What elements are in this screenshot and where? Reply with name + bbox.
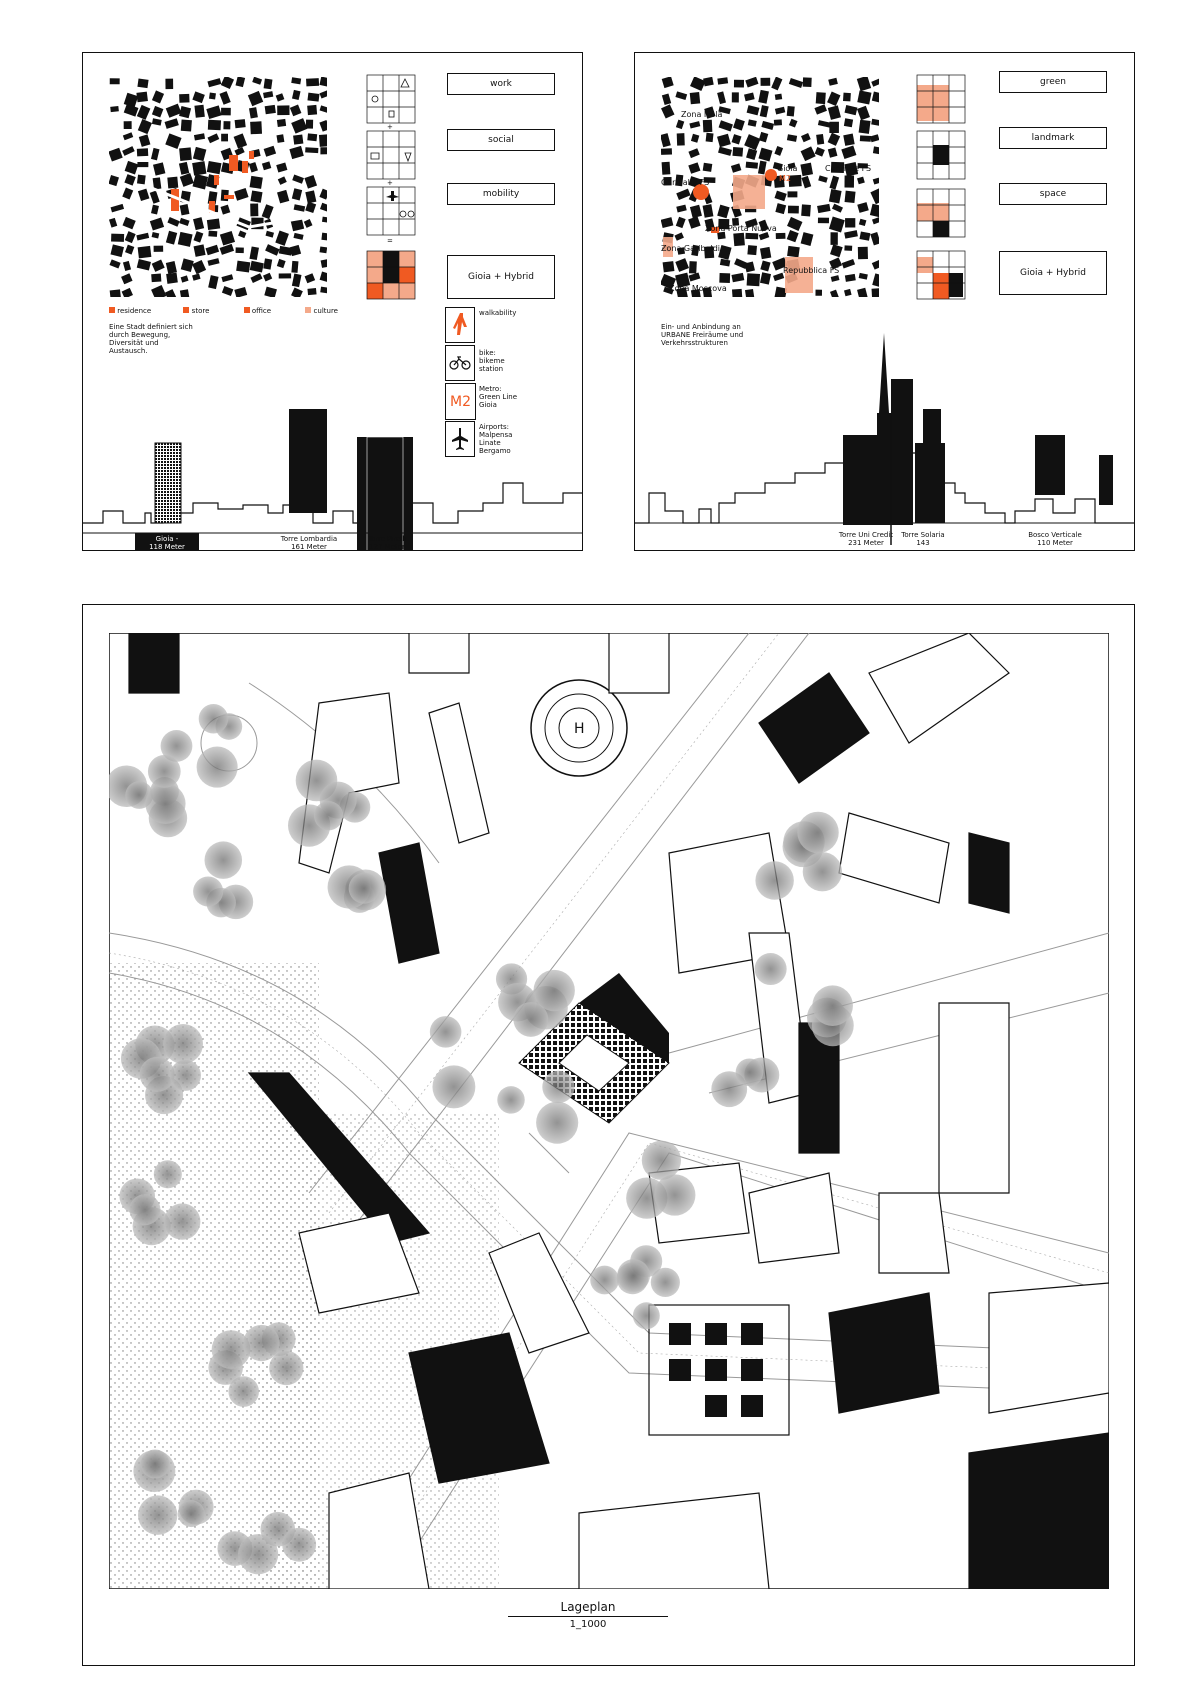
tree <box>199 704 229 734</box>
map-block <box>703 163 713 172</box>
map-block <box>136 92 148 103</box>
map-label-gioia: Gioia <box>777 164 798 173</box>
svg-text:=: = <box>387 237 393 245</box>
building <box>409 633 469 673</box>
map-block <box>110 78 120 84</box>
metro-icon: M2 <box>445 383 476 420</box>
map-block <box>179 147 192 161</box>
map-block <box>250 121 262 134</box>
building <box>969 1433 1109 1589</box>
svg-text:+: + <box>387 123 393 131</box>
map-block <box>307 105 317 115</box>
map-block <box>829 122 839 133</box>
map-block <box>137 148 148 156</box>
map-block <box>775 94 782 100</box>
building <box>969 833 1009 913</box>
map-block <box>221 134 228 142</box>
map-block <box>207 161 222 174</box>
tree <box>170 1060 201 1091</box>
tree <box>803 852 842 891</box>
map-block <box>235 119 246 128</box>
tower-unicredit: Torre Uni Credit 231 Meter <box>838 531 894 547</box>
tree <box>140 1057 175 1092</box>
site-plan-scale: 1_1000 <box>569 1619 607 1630</box>
tower-bosco-verticale: Bosco Verticale 110 Meter <box>1028 531 1082 547</box>
map-block <box>306 120 313 129</box>
building <box>609 633 669 693</box>
map-block <box>209 92 216 99</box>
tree <box>432 1065 475 1108</box>
map-block <box>745 289 755 297</box>
map-block <box>110 106 119 112</box>
map-block <box>761 78 771 86</box>
map-block <box>661 148 672 155</box>
map-label-zona-garibaldi: Zona Garibaldi <box>661 244 721 253</box>
icon-grids-right <box>915 73 971 303</box>
map-block <box>689 261 697 273</box>
tree <box>243 1325 279 1361</box>
legend-office: office <box>251 307 272 315</box>
map-block <box>236 261 250 273</box>
map-block <box>732 289 743 297</box>
map-block <box>223 121 230 129</box>
analysis-panel-left <box>82 52 583 551</box>
tree <box>238 1534 278 1574</box>
map-block <box>745 233 758 239</box>
map-block <box>111 234 124 242</box>
map-block <box>843 134 854 146</box>
map-block <box>250 203 258 216</box>
tree <box>755 861 793 899</box>
map-block <box>319 134 327 147</box>
tree <box>148 755 181 788</box>
map-label-centrale: Centrale FS <box>825 164 872 173</box>
tower-lombardia: Torre Lombardia 161 Meter <box>280 535 338 551</box>
map-block <box>800 163 813 176</box>
map-block <box>872 288 879 297</box>
map-block <box>279 273 291 278</box>
building <box>939 1003 1009 1193</box>
legend-residence: residence <box>117 307 152 315</box>
map-block <box>858 247 868 259</box>
legend-culture: culture <box>313 307 338 315</box>
map-block <box>719 273 730 283</box>
map-block <box>760 247 771 259</box>
map-block <box>110 289 121 297</box>
map-block <box>803 77 812 87</box>
map-block <box>830 232 837 245</box>
map-block <box>194 244 206 256</box>
site-plan-drawing <box>109 633 1109 1589</box>
map-block <box>844 245 852 251</box>
map-block <box>250 190 262 202</box>
tag-gioia-hybrid-right: Gioia + Hybrid <box>999 251 1107 295</box>
map-block <box>860 135 871 141</box>
map-block <box>265 105 276 114</box>
tree <box>145 784 185 824</box>
tree <box>314 801 343 830</box>
map-block <box>250 176 263 189</box>
map-block <box>857 90 871 104</box>
tree <box>197 747 238 788</box>
map-block <box>732 92 739 102</box>
map-block <box>291 261 298 273</box>
map-block <box>774 119 782 125</box>
map-block <box>307 288 316 295</box>
map-block <box>787 106 795 116</box>
tree <box>542 1071 574 1103</box>
map-block <box>663 261 675 272</box>
tag-work: work <box>447 73 555 95</box>
map-block <box>208 231 217 237</box>
map-block <box>151 274 161 283</box>
tree <box>193 876 223 906</box>
map-block <box>194 105 204 118</box>
map-block <box>734 80 744 88</box>
map-block <box>801 204 811 216</box>
map-block <box>124 121 132 129</box>
map-label-repubblica: Repubblica FS <box>783 266 840 275</box>
caption-right: Ein- und Anbindung an URBANE Freiräume und Verkehrsstrukturen <box>661 323 744 347</box>
map-block <box>165 79 173 89</box>
map-block <box>320 246 327 253</box>
map-block <box>845 191 856 203</box>
map-block <box>816 134 824 145</box>
tag-mobility: mobility <box>447 183 555 205</box>
tree <box>430 1016 462 1048</box>
map-block <box>788 191 798 197</box>
map-block <box>320 147 327 154</box>
map-label-isola: Zona Isola <box>681 110 723 119</box>
icon-grids-left <box>365 73 421 323</box>
map-label-porta-nuova: Zona Porta Nuova <box>705 224 777 233</box>
site-plan-panel <box>82 604 1135 1666</box>
tag-landmark: landmark <box>999 127 1107 149</box>
map-block <box>776 233 786 239</box>
map-label-m2: M2 <box>779 174 791 183</box>
map-block <box>690 92 701 104</box>
building <box>829 1293 939 1413</box>
tree <box>797 812 838 853</box>
map-block <box>816 92 826 104</box>
figure-ground-map-left <box>109 77 327 297</box>
map-block <box>276 134 284 143</box>
tree <box>642 1141 681 1180</box>
map-block <box>747 273 760 286</box>
tree <box>282 1528 316 1562</box>
tower-gioia: Gioia - 118 Meter <box>149 535 185 551</box>
building <box>129 633 179 693</box>
helipad-letter: H <box>574 721 585 737</box>
airports-label: Airports: Malpensa Linate Bergamo <box>479 423 513 455</box>
map-block <box>137 162 148 167</box>
tree <box>154 1160 182 1188</box>
tree <box>497 1086 524 1113</box>
map-label-moscova: Zona Moscova <box>669 284 727 293</box>
building <box>879 1193 949 1273</box>
map-block <box>264 79 273 90</box>
map-block <box>815 290 822 296</box>
map-block <box>844 175 854 187</box>
map-block <box>178 232 193 247</box>
map-block <box>293 134 303 144</box>
map-block <box>732 147 743 157</box>
map-block <box>706 133 714 142</box>
tag-space: space <box>999 183 1107 205</box>
map-block <box>845 218 855 227</box>
tree <box>513 1002 548 1037</box>
map-block <box>236 247 244 253</box>
tree <box>617 1259 650 1292</box>
tree <box>138 1495 177 1534</box>
map-block <box>277 119 286 127</box>
map-block <box>321 233 327 241</box>
map-block <box>277 105 289 115</box>
map-block <box>859 120 871 134</box>
map-block <box>137 79 148 89</box>
bike-label: bike: bikeme station <box>479 349 505 373</box>
caption-left: Eine Stadt definiert sich durch Bewegung, Diversität und Austausch. <box>109 323 193 355</box>
tag-gioia-hybrid: Gioia + Hybrid <box>447 255 555 299</box>
map-block <box>843 93 851 102</box>
tree <box>755 953 787 985</box>
tree <box>633 1302 660 1329</box>
map-block <box>747 245 757 255</box>
map-block <box>192 161 206 175</box>
tree <box>205 841 243 879</box>
map-block <box>181 119 192 131</box>
tree <box>178 1500 205 1527</box>
map-block <box>167 177 178 189</box>
tree <box>141 1450 170 1479</box>
tower-solaria: Torre Solaria 143 <box>901 531 945 547</box>
tower-pirelli: Torre Pirelli 127 Meter <box>367 535 407 551</box>
tree <box>654 1174 695 1215</box>
tree <box>164 1203 200 1239</box>
map-block <box>166 273 178 284</box>
legend-store: store <box>191 307 210 315</box>
building <box>989 1283 1109 1413</box>
map-block <box>662 162 671 175</box>
tree <box>736 1058 764 1086</box>
map-block <box>137 175 146 185</box>
tree <box>349 873 380 904</box>
map-block <box>844 118 853 127</box>
map-block <box>873 146 879 154</box>
skyline-right <box>635 323 1134 550</box>
map-block <box>818 218 829 224</box>
map-block <box>788 206 799 214</box>
map-block <box>733 233 745 246</box>
tree <box>590 1266 619 1295</box>
walkability-label: walkability <box>479 309 517 317</box>
analysis-panel-right <box>634 52 1135 551</box>
map-block <box>179 94 189 103</box>
site-plan-title: Lageplan <box>508 1600 668 1617</box>
figure-ground-map-right <box>661 77 879 297</box>
map-block <box>787 246 800 258</box>
skyline-left <box>83 353 582 550</box>
map-block <box>305 147 318 153</box>
walkability-icon <box>445 307 475 343</box>
metro-label: Metro: Green Line Gioia <box>479 385 518 409</box>
tag-green: green <box>999 71 1107 93</box>
map-block <box>154 246 164 252</box>
map-block <box>746 162 758 169</box>
map-block <box>221 108 231 116</box>
tag-social: social <box>447 129 555 151</box>
map-label-garibaldi-fs: Garibaldi FS <box>661 178 710 187</box>
map-block <box>703 120 713 133</box>
map-block <box>208 120 221 130</box>
map-block <box>306 78 319 86</box>
map-block <box>307 133 317 141</box>
tree <box>269 1351 303 1385</box>
map-block <box>138 246 152 258</box>
svg-text:+: + <box>387 179 393 187</box>
tree <box>163 1024 203 1064</box>
map-block <box>307 93 319 102</box>
map-block <box>677 133 685 145</box>
tree <box>536 1102 578 1144</box>
tree <box>129 1194 160 1225</box>
tree <box>812 985 853 1026</box>
map-block <box>207 219 220 230</box>
